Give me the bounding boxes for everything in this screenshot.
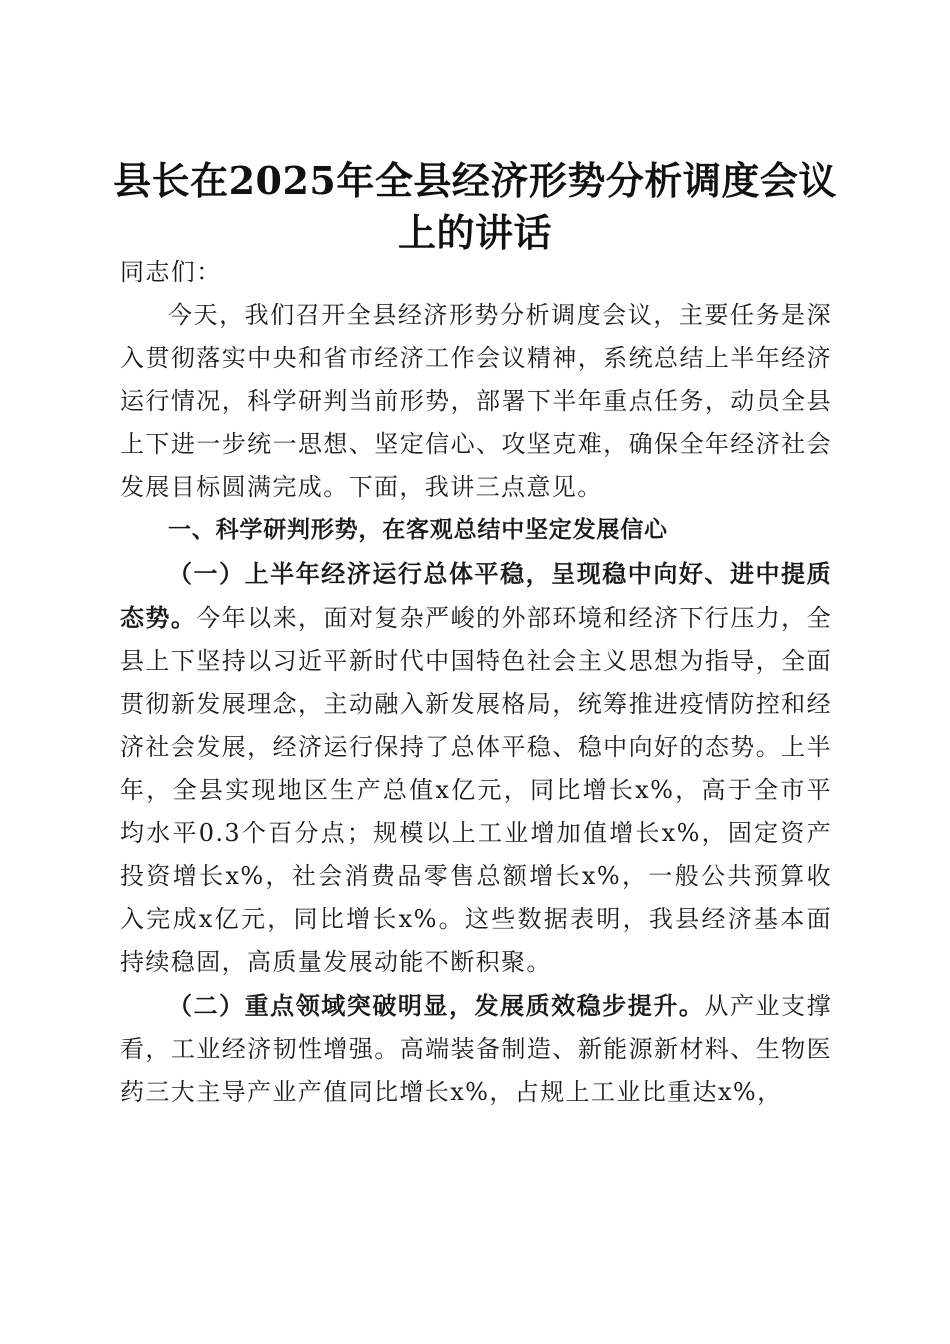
paragraph-1-2 — [120, 984, 832, 1114]
section-heading-1: 一、科学研判形势，在客观总结中坚定发展信心 — [168, 517, 668, 543]
paragraph-1-1-lead: （一）上半年经济运行总体平稳，呈现稳中向好、进中提质态势。 — [120, 559, 832, 632]
paragraph-1-2-text: 从产业支撑看，工业经济韧性增强。高端装备制造、新能源新材料、生物医药三大主导产业产值同比增长x%，占规上工业比重达x%， — [120, 992, 832, 1106]
paragraph-1-1-text: 今年以来，面对复杂严峻的外部环境和经济下行压力，全县上下坚持以习近平新时代中国特色社会主义思想为指导，全面贯彻新发展理念，主动融入新发展格局，统筹推进疫情防控和经济社会发展，经济运行保持了总体平稳、稳中向好的态势。上半年，全县实现地区生产总值x亿元，同比增长x%，高于全市平均水平0.3个百分点；规模以上工业增加值增长x%，固定资产投资增长x%，社会消费品零售总额增长x%，一般公共预算收入完成x亿元，同比增长x%。这些数据表明，我县经济基本面持续稳固，高质量发展动能不断积聚。 — [120, 604, 833, 976]
salutation: 同志们： — [120, 258, 222, 286]
paragraph-1-1 — [120, 552, 832, 984]
paragraph-1-2-lead: （二）重点领域突破明显，发展质效稳步提升。 — [168, 991, 705, 1020]
document-body — [120, 251, 832, 1114]
intro-paragraph: 今天，我们召开全县经济形势分析调度会议，主要任务是深入贯彻落实中央和省市经济工作会议精神，系统总结上半年经济运行情况，科学研判当前形势，部署下半年重点任务，动员全县上下进一步统一思想、坚定信心、攻坚克难，确保全年经济社会发展目标圆满完成。下面，我讲三点意见。 — [120, 301, 832, 501]
document-title: 县长在2025年全县经济形势分析调度会议上的讲话 — [113, 158, 837, 256]
